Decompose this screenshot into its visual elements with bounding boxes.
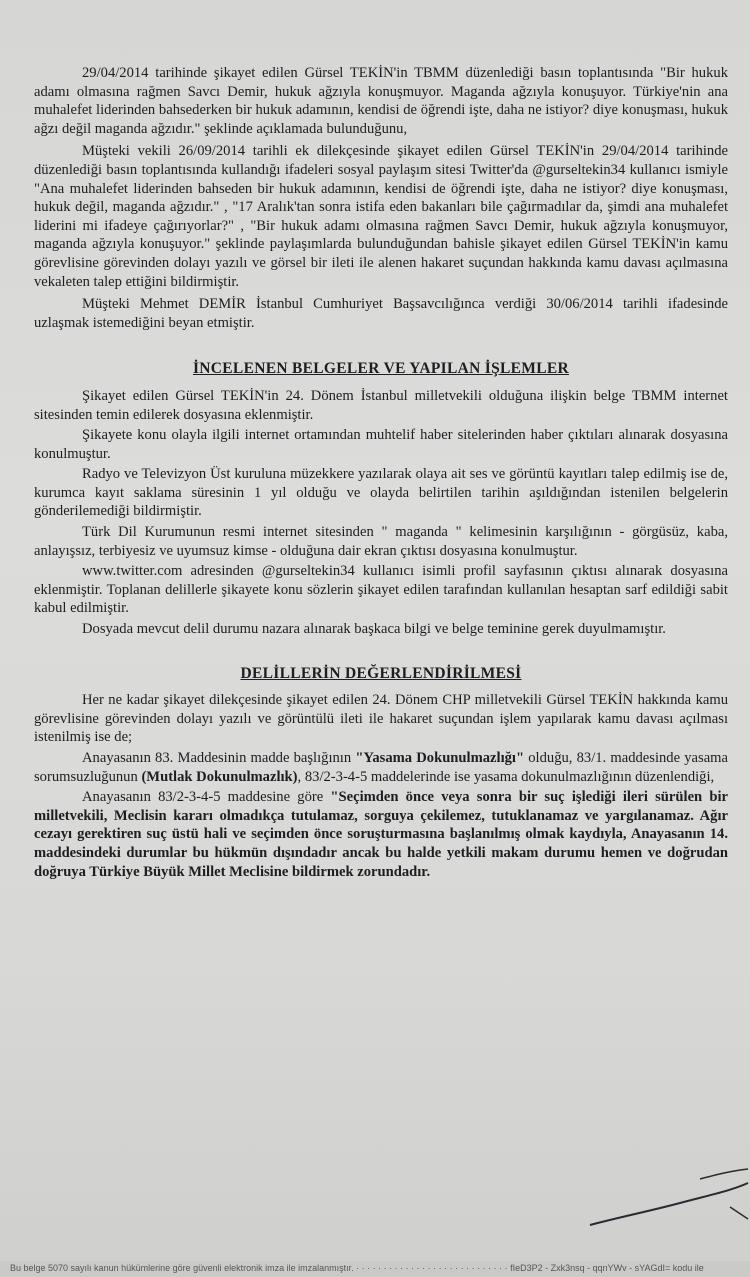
text-run: Anayasanın 83. Maddesinin madde başlığının xyxy=(82,750,356,766)
paragraph: Şikayet edilen Gürsel TEKİN'in 24. Dönem İstanbul milletvekili olduğuna ilişkin belge TBMM internet sitesinden temin edilerek dosyasına eklenmiştir. xyxy=(34,387,728,423)
text-run: , 83/2-3-4-5 maddelerinde ise yasama dokunulmazlığının düzenlendiği, xyxy=(297,768,715,785)
paragraph: Radyo ve Televizyon Üst kuruluna müzekkere yazılarak olaya ait ses ve görüntü kayıtları talep edilmiş ise de, kurumca kayıt saklama süresinin 1 yıl olduğu ve olayda belirtilen tarihin aşıldığından istenilen belgelerin gönderilemediği bildirmiştir. xyxy=(34,466,728,520)
paragraph: Müşteki vekili 26/09/2014 tarihli ek dilekçesinde şikayet edilen Gürsel TEKİN'in 29/04/2014 tarihinde düzenlediği basın toplantısında kullandığı ifadeleri sosyal paylaşım sitesi Twitter'da @gurseltekin34 kullanıcı ismiyle "Ana muhalefet liderinden bahseden bir hukuk adamının, kendisi de öğrendi işte, daha ne istiyor? diye konuşması, hukuk değil, maganda ağzıdır." , "17 Aralık'tan sonra istifa eden bakanları bile çağırmadılar da, şimdi ana muhalefet liderini mi ifadeye çağırıyorlar?" , "Bir hukuk adamı olmasına rağmen Savcı Demir, hukuk ağzıyla konuşmuyor, maganda ağzıyla konuşuyor." şeklinde paylaşımlarda bulunduğundan bahisle şikayet edilen Gürsel TEKİN'in kamu görevlisine görevinden dolayı yazılı ve görsel bir ileti ile alenen hakaret suçundan hakkında kamu davası açılmasına vekaleten talep ettiğini bildirmiştir. xyxy=(34,143,728,290)
paragraph: 29/04/2014 tarihinde şikayet edilen Gürsel TEKİN'in TBMM düzenlediği basın toplantısında "Bir hukuk adamı olmasına rağmen Savcı Demir, hukuk ağzıyla konuşmuyor. Maganda ağzıyla konuşuyor. Türkiye'nin ana muhalefet liderinden bahsederken bir hukuk adamının, kendisi de öğrendi işte, daha ne istiyor? diye konuşması, hukuk ağzı değil maganda ağzıdır." şeklinde açıklamada bulunduğunu, xyxy=(34,65,728,137)
paragraph: Müşteki Mehmet DEMİR İstanbul Cumhuriyet Başsavcılığınca verdiği 30/06/2014 tarihli ifadesinde uzlaşmak istemediğini beyan etmiştir. xyxy=(34,296,728,331)
section-heading-evidence-evaluation: DELİLLERİN DEĞERLENDİRİLMESİ xyxy=(240,664,522,682)
document-footer: Bu belge 5070 sayılı kanun hükümlerine göre güvenli elektronik imza ile imzalanmıştır. · · · · · · · · · · · · · · · · · · · · · · · · · · · · fIeD3P2 - Zxk3nsq - qqnYWv - sYAGdI= kodu ile xyxy=(0,1261,750,1277)
paragraph: Her ne kadar şikayet dilekçesinde şikayet edilen 24. Dönem CHP milletvekili Gürsel TEKİN hakkında kamu görevlisine görevinden dolayı yazılı ve görüntülü ileti ile hakaret suçundan işlem yapılarak kamu davası açılması istenilmiş ise de; xyxy=(34,692,728,746)
paragraph-article-83 xyxy=(34,749,728,786)
paragraph: Türk Dil Kurumunun resmi internet sitesinden " maganda " kelimesinin karşılığının - görgüsüz, kaba, anlayışsız, terbiyesiz ve uyumsuz kimse - olduğuna dair ekran çıktısı dosyasına konulmuştur. xyxy=(34,524,728,559)
bold-text-run: (Mutlak Dokunulmazlık) xyxy=(141,768,298,785)
paragraph: Dosyada mevcut delil durumu nazara alınarak başkaca bilgi ve belge teminine gerek duyulmamıştır. xyxy=(82,621,666,638)
paragraph: www.twitter.com adresinden @gurseltekin34 kullanıcı isimli profil sayfasının çıktısı alınarak dosyasına eklenmiştir. Toplanan delillerle şikayete konu sözlerin şikayet edilen tarafından kullanılan hesaptan sarf edildiği sabit kabul edilmiştir. xyxy=(34,563,728,617)
paragraph: Şikayete konu olayla ilgili internet ortamından muhtelif haber sitelerinden haber çıktıları alınarak dosyasına konulmuştur. xyxy=(34,427,728,462)
section-heading-examined-documents: İNCELENEN BELGELER VE YAPILAN İŞLEMLER xyxy=(192,360,570,378)
text-run: olduğu, 83/1. maddesinde yasama sorumsuzluğunun xyxy=(34,750,728,785)
text-run: Anayasanın 83/2-3-4-5 maddesine göre xyxy=(82,789,331,806)
signature-mark xyxy=(580,1167,750,1237)
bold-text-run: "Yasama Dokunulmazlığı" xyxy=(355,750,525,766)
bold-text-run: "Seçimden önce veya sonra bir suç işlediği ileri sürülen bir milletvekili, Meclisin kararı olmadıkça tutulamaz, sorguya çekilemez, tutuklanamaz ve yargılanamaz. Ağır cezayı gerektiren suç üstü hali ve seçimden önce soruşturmasına başlanılmış olmak kaydıyla, Anayasanın 14. maddesindeki durumlar bu hükmün dışındadır ancak bu halde yetkili makam durumu hemen ve doğrudan doğruya Türkiye Büyük Millet Meclisine bildirmek zorundadır. xyxy=(34,789,728,880)
paragraph-article-83-quote xyxy=(34,788,728,881)
